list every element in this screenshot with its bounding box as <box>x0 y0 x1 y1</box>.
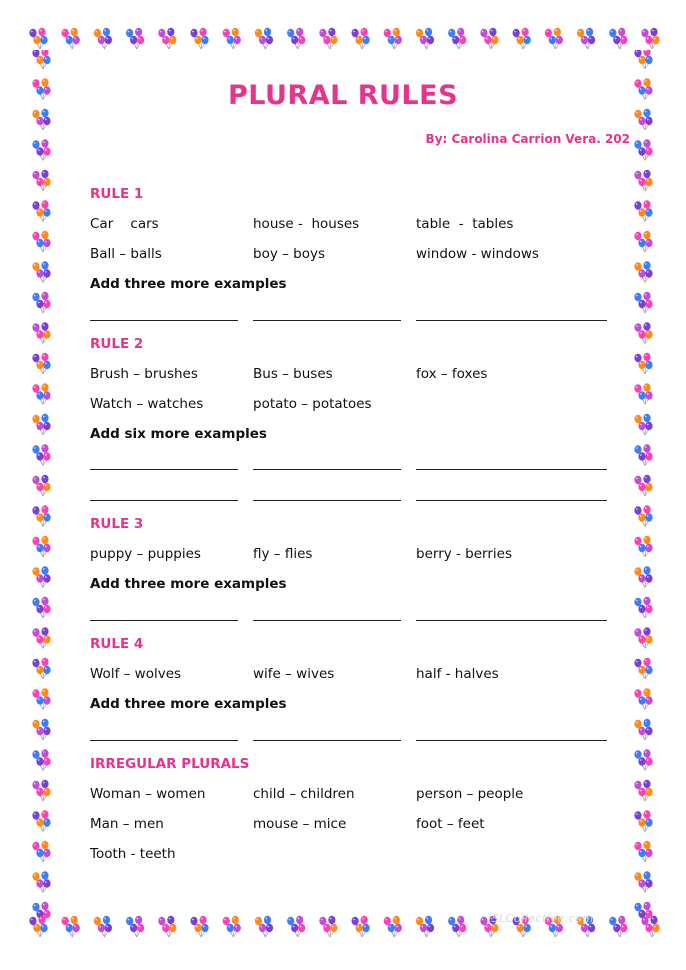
rule-3-example: berry - berries <box>416 546 513 562</box>
balloon-icon <box>158 916 176 937</box>
balloon-icon <box>609 916 627 937</box>
balloon-icon <box>32 261 50 282</box>
balloon-icon <box>32 749 50 770</box>
answer-line[interactable] <box>253 500 401 501</box>
balloon-icon <box>32 353 50 374</box>
rule-2-example: fox – foxes <box>416 366 488 382</box>
balloon-icon <box>634 688 652 709</box>
rule-4-example: Wolf – wolves <box>90 666 182 682</box>
balloon-icon <box>634 200 652 221</box>
rule-1-heading: RULE 1 <box>90 186 144 202</box>
balloon-icon <box>32 444 50 465</box>
balloon-icon <box>634 292 652 313</box>
balloon-icon <box>634 322 652 343</box>
balloon-icon <box>32 841 50 862</box>
balloon-icon <box>32 231 50 252</box>
irregular-example: Man – men <box>90 816 164 832</box>
balloon-icon <box>32 170 50 191</box>
balloon-icon <box>634 139 652 160</box>
rule-1-example: window - windows <box>416 246 539 262</box>
balloon-icon <box>319 916 337 937</box>
balloon-icon <box>62 916 80 937</box>
rule-2-instruction: Add six more examples <box>90 426 267 442</box>
balloon-icon <box>609 28 627 49</box>
border-left-svg <box>26 50 56 920</box>
balloon-icon <box>634 475 652 496</box>
border-right-svg <box>628 50 658 920</box>
answer-line[interactable] <box>253 469 401 470</box>
balloon-icon <box>634 810 652 831</box>
rule-4-example: half - halves <box>416 666 499 682</box>
answer-line[interactable] <box>416 469 607 470</box>
balloon-icon <box>448 916 466 937</box>
balloon-icon <box>32 414 50 435</box>
balloon-icon <box>32 719 50 740</box>
balloon-icon <box>223 916 241 937</box>
rule-1-example: table - tables <box>416 216 514 232</box>
balloon-icon <box>634 261 652 282</box>
balloon-icon <box>577 28 595 49</box>
answer-line[interactable] <box>90 620 238 621</box>
rule-4-heading: RULE 4 <box>90 636 144 652</box>
rule-1-example: Ball – balls <box>90 246 162 262</box>
rule-1-example: Car cars <box>90 216 159 232</box>
balloon-icon <box>94 28 112 49</box>
rule-1-example: house - houses <box>253 216 360 232</box>
balloon-icon <box>513 28 531 49</box>
balloon-icon <box>634 231 652 252</box>
balloon-icon <box>480 28 498 49</box>
answer-line[interactable] <box>90 740 238 741</box>
watermark: iSLCollective.com <box>488 912 594 925</box>
balloon-border-left <box>26 50 56 920</box>
balloon-icon <box>634 353 652 374</box>
balloon-icon <box>634 536 652 557</box>
rule-1-example: boy – boys <box>253 246 326 262</box>
balloon-icon <box>62 28 80 49</box>
rule-3-example: fly – flies <box>253 546 313 562</box>
balloon-icon <box>32 322 50 343</box>
rule-1-instruction: Add three more examples <box>90 276 287 292</box>
rule-4-instruction: Add three more examples <box>90 696 287 712</box>
border-top-svg <box>26 20 662 56</box>
answer-line[interactable] <box>416 500 607 501</box>
balloon-icon <box>32 109 50 130</box>
answer-line[interactable] <box>253 320 401 321</box>
balloon-icon <box>287 916 305 937</box>
irregular-example: person – people <box>416 786 524 802</box>
balloon-icon <box>634 50 652 69</box>
balloon-icon <box>32 871 50 892</box>
balloon-icon <box>29 916 47 937</box>
balloon-border-top <box>26 20 662 56</box>
answer-line[interactable] <box>253 740 401 741</box>
balloon-icon <box>634 383 652 404</box>
balloon-icon <box>416 28 434 49</box>
rule-3-instruction: Add three more examples <box>90 576 287 592</box>
balloon-icon <box>634 627 652 648</box>
balloon-icon <box>641 28 659 49</box>
balloon-icon <box>255 916 273 937</box>
balloon-icon <box>641 916 659 937</box>
answer-line[interactable] <box>90 469 238 470</box>
balloon-icon <box>634 170 652 191</box>
balloon-icon <box>634 505 652 526</box>
balloon-icon <box>634 749 652 770</box>
answer-line[interactable] <box>416 620 607 621</box>
balloon-icon <box>32 505 50 526</box>
balloon-icon <box>416 916 434 937</box>
balloon-icon <box>29 28 47 49</box>
balloon-icon <box>32 627 50 648</box>
balloon-icon <box>634 871 652 892</box>
rule-4-example: wife – wives <box>253 666 335 682</box>
balloon-icon <box>384 28 402 49</box>
rule-2-example: Brush – brushes <box>90 366 198 382</box>
balloon-icon <box>32 200 50 221</box>
balloon-icon <box>319 28 337 49</box>
answer-line[interactable] <box>90 500 238 501</box>
balloon-icon <box>448 28 466 49</box>
balloon-icon <box>190 916 208 937</box>
balloon-icon <box>255 28 273 49</box>
answer-line[interactable] <box>253 620 401 621</box>
balloon-icon <box>32 139 50 160</box>
balloon-icon <box>32 475 50 496</box>
balloon-icon <box>634 841 652 862</box>
balloon-icon <box>545 28 563 49</box>
balloon-icon <box>94 916 112 937</box>
balloon-icon <box>32 688 50 709</box>
answer-line[interactable] <box>90 320 238 321</box>
irregular-example: Woman – women <box>90 786 206 802</box>
irregular-example: child – children <box>253 786 355 802</box>
balloon-icon <box>158 28 176 49</box>
balloon-icon <box>190 28 208 49</box>
balloon-icon <box>32 597 50 618</box>
author-credit: By: Carolina Carrion Vera. 202 <box>425 132 630 146</box>
balloon-icon <box>32 810 50 831</box>
balloon-icon <box>32 383 50 404</box>
balloon-icon <box>32 292 50 313</box>
answer-line[interactable] <box>416 740 607 741</box>
balloon-icon <box>32 50 50 69</box>
balloon-icon <box>32 536 50 557</box>
balloon-icon <box>634 719 652 740</box>
balloon-icon <box>352 916 370 937</box>
balloon-icon <box>32 566 50 587</box>
balloon-icon <box>634 658 652 679</box>
balloon-icon <box>634 780 652 801</box>
rule-2-example: Bus – buses <box>253 366 333 382</box>
balloon-icon <box>32 780 50 801</box>
balloon-icon <box>32 658 50 679</box>
irregular-example: mouse – mice <box>253 816 347 832</box>
irregular-example: foot – feet <box>416 816 485 832</box>
balloon-icon <box>634 566 652 587</box>
rule-3-example: puppy – puppies <box>90 546 201 562</box>
balloon-icon <box>126 28 144 49</box>
rule-3-heading: RULE 3 <box>90 516 144 532</box>
rule-2-example: potato – potatoes <box>253 396 372 412</box>
balloon-border-right <box>628 50 658 920</box>
page-title: PLURAL RULES <box>227 80 459 111</box>
irregular-example: Tooth - teeth <box>90 846 176 862</box>
balloon-icon <box>634 597 652 618</box>
answer-line[interactable] <box>416 320 607 321</box>
rule-2-heading: RULE 2 <box>90 336 144 352</box>
balloon-icon <box>384 916 402 937</box>
balloon-icon <box>126 916 144 937</box>
balloon-icon <box>634 444 652 465</box>
balloon-icon <box>352 28 370 49</box>
rule-2-example: Watch – watches <box>90 396 204 412</box>
balloon-icon <box>287 28 305 49</box>
irregular-plurals-heading: IRREGULAR PLURALS <box>90 756 250 772</box>
balloon-icon <box>634 109 652 130</box>
balloon-icon <box>634 414 652 435</box>
balloon-icon <box>223 28 241 49</box>
